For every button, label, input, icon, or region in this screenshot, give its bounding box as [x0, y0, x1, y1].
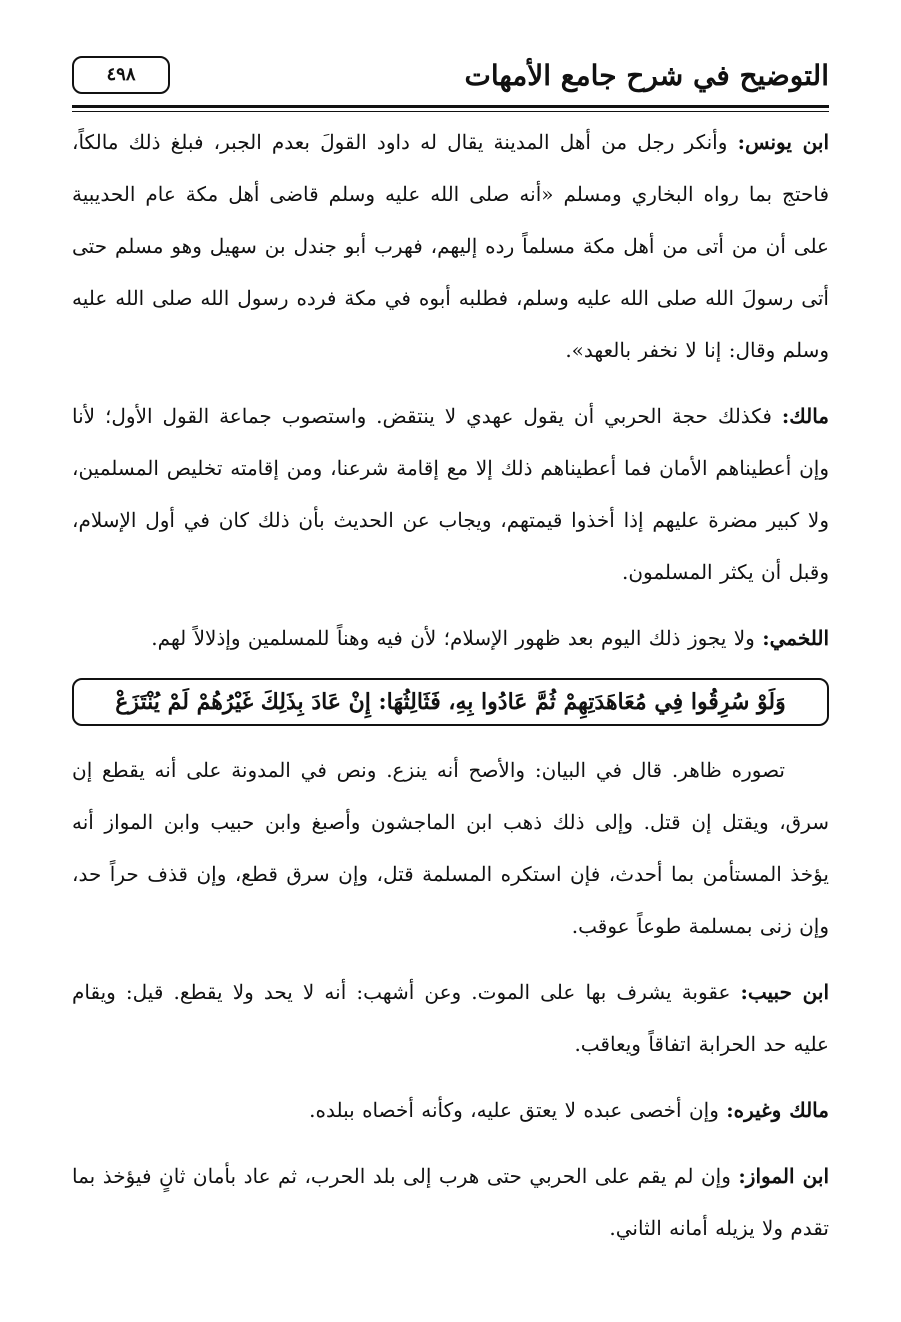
paragraph-ibn-al-mawwaz: [72, 1150, 829, 1254]
paragraph-text: وإن لم يقم على الحربي حتى هرب إلى بلد الحرب، ثم عاد بأمان ثانٍ فيؤخذ بما تقدم ولا يزيله أمانه الثاني.: [72, 1164, 829, 1240]
paragraph-text: ولا يجوز ذلك اليوم بعد ظهور الإسلام؛ لأن فيه وهناً للمسلمين وإذلالاً لهم.: [151, 626, 755, 650]
paragraph-ibn-habib: [72, 966, 829, 1070]
speaker-name: اللخمي:: [762, 626, 829, 650]
page-content: [72, 108, 829, 1254]
header-rule: [72, 105, 829, 108]
paragraph-malik: [72, 390, 829, 598]
page-header: [72, 44, 829, 108]
verse-box: [72, 678, 829, 726]
book-title: التوضيح في شرح جامع الأمهات: [464, 59, 829, 92]
paragraph-text: تصوره ظاهر. قال في البيان: والأصح أنه ينزع. ونص في المدونة على أنه يقطع إن سرق، ويقتل إن قتل. وإلى ذلك ذهب ابن الماجشون وأصبغ وابن حبيب وابن المواز أنه يؤخذ المستأمن بما أحدث، فإن استكره المسلمة قتل، وإن سرق قطع، وإن قذف حراً حد، وإن زنى بمسلمة طوعاً عوقب.: [72, 758, 829, 938]
paragraph-text: عقوبة يشرف بها على الموت. وعن أشهب: أنه لا يحد ولا يقطع. قيل: ويقام عليه حد الحرابة اتفاقاً ويعاقب.: [72, 980, 829, 1056]
page-number-badge: ٤٩٨: [72, 56, 170, 94]
paragraph-text: فكذلك حجة الحربي أن يقول عهدي لا ينتقض. واستصوب جماعة القول الأول؛ لأنا وإن أعطيناهم الأمان فما أعطيناهم ذلك إلا مع إقامة شرعنا، ومن إقامته تخليص المسلمين، ولا كبير مضرة عليهم إذا أخذوا قيمتهم، ويجاب عن الحديث بأن ذلك كان في أول الإسلام، وقبل أن يكثر المسلمون.: [72, 404, 829, 584]
paragraph-commentary: [72, 744, 829, 952]
speaker-name: مالك وغيره:: [726, 1098, 829, 1122]
speaker-name: ابن المواز:: [738, 1164, 830, 1188]
verse-text: وَلَوْ سُرِقُوا فِي مُعَاهَدَتِهِمْ ثُمَّ عَادُوا بِهِ، فَثَالِثُهَا: إِنْ عَادَ بِذَلِكَ غَيْرُهُمْ لَمْ يُنْتَزَعْ: [115, 689, 786, 715]
paragraph-ibn-yunus: [72, 116, 829, 376]
paragraph-text: وأنكر رجل من أهل المدينة يقال له داود القولَ بعدم الجبر، فبلغ ذلك مالكاً، فاحتج بما رواه البخاري ومسلم «أنه صلى الله عليه وسلم قاضى أهل مكة عام الحديبية على أن من أتى من أهل مكة مسلماً رده إليهم، فهرب أبو جندل بن سهيل وهو مسلم حتى أتى رسولَ الله صلى الله عليه وسلم، فطلبه أبوه في مكة فرده رسول الله صلى الله عليه وسلم وقال: إنا لا نخفر بالعهد».: [72, 130, 829, 362]
paragraph-text: وإن أخصى عبده لا يعتق عليه، وكأنه أخصاه ببلده.: [309, 1098, 719, 1122]
paragraph-lakhmi: [72, 612, 829, 664]
speaker-name: مالك:: [781, 404, 830, 428]
paragraph-malik-and-others: [72, 1084, 829, 1136]
speaker-name: ابن يونس:: [737, 130, 830, 154]
speaker-name: ابن حبيب:: [740, 980, 830, 1004]
